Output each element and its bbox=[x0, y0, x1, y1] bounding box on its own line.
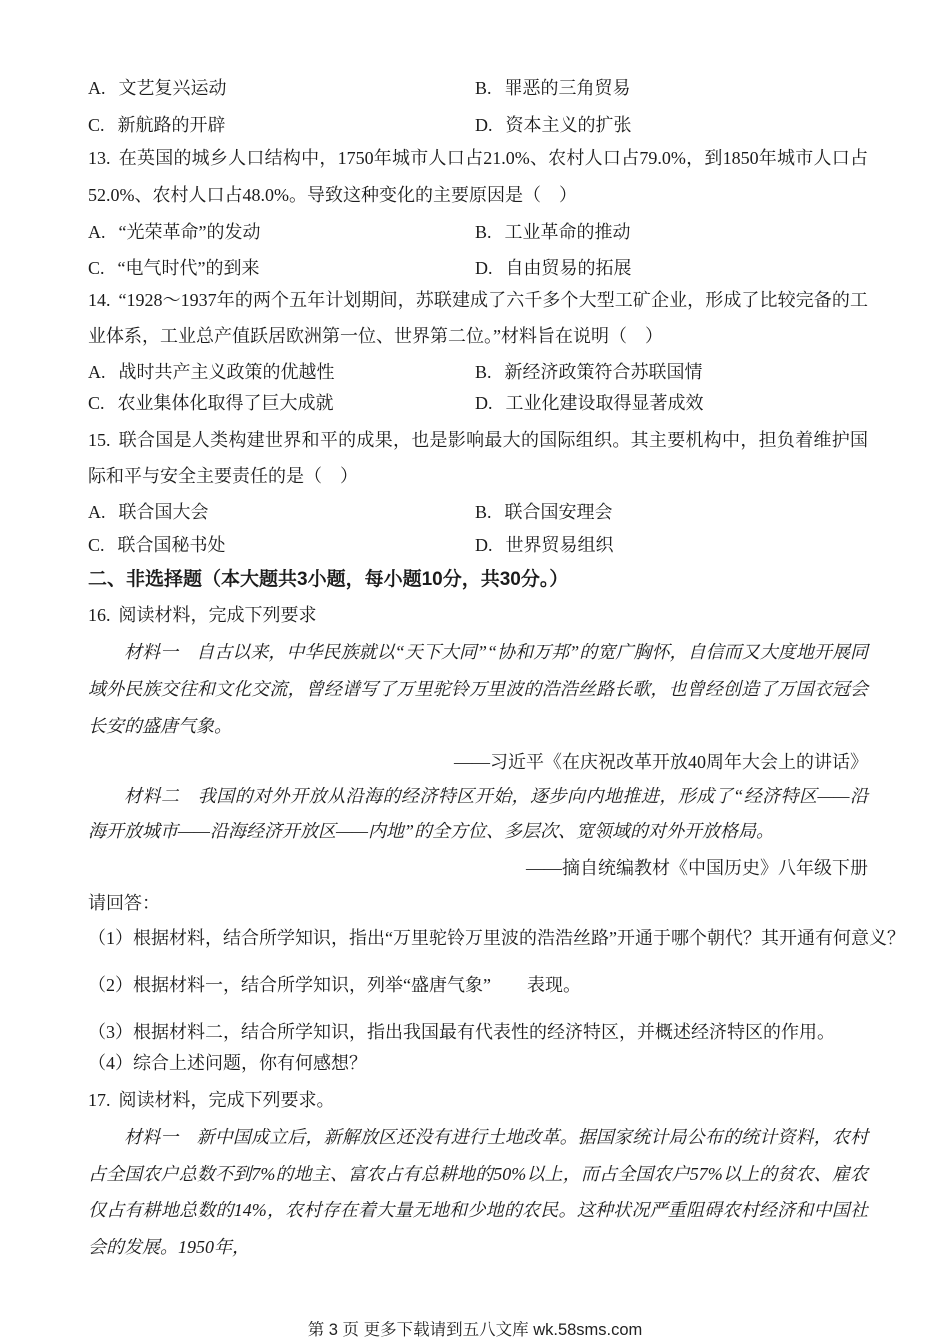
page-footer: 第 3 页 更多下载请到五八文库 wk.58sms.com bbox=[307, 1321, 643, 1339]
option-letter: B. bbox=[475, 362, 492, 382]
q16-citation-2: ——摘自统编教材《中国历史》八年级下册 bbox=[526, 858, 868, 878]
option-text: 新航路的开辟 bbox=[117, 115, 226, 135]
option-text: 农业集体化取得了巨大成就 bbox=[117, 393, 334, 413]
q13-options-row-cd bbox=[88, 250, 868, 286]
question-number: 17. bbox=[88, 1090, 111, 1110]
q15-option-a bbox=[88, 502, 209, 522]
option-letter: D. bbox=[475, 258, 493, 278]
q16-sub-question-1: （1）根据材料，结合所学知识，指出“万里驼铃万里波的浩浩丝路”开通于哪个朝代？其开通有何意义？ bbox=[88, 928, 905, 948]
q12-option-a bbox=[88, 78, 227, 98]
q17-material-1: 材料一 新中国成立后，新解放区还没有进行土地改革。据国家统计局公布的统计资料，农村占全国农户总数不到7%的地主、富农占有总耕地的50%以上，而占全国农户57%以上的贫农、雇农仅占有耕地总数的14%，农村存在着大量无地和少地的农民。这种状况严重阻碍农村经济和中国社会的发展。1950年， bbox=[88, 1127, 868, 1257]
option-letter: B. bbox=[475, 502, 492, 522]
q15-option-b bbox=[475, 494, 613, 530]
option-text: 世界贸易组织 bbox=[505, 535, 614, 555]
q12-option-c bbox=[88, 115, 226, 135]
question-stem-text: 联合国是人类构建世界和平的成果，也是影响最大的国际组织。其主要机构中，担负着维护国际和平与安全主要责任的是（ ） bbox=[88, 430, 868, 486]
q16-citation-1: ——习近平《在庆祝改革开放40周年大会上的讲话》 bbox=[454, 752, 868, 772]
option-text: 联合国秘书处 bbox=[117, 535, 226, 555]
question-stem-text: “1928～1937年的两个五年计划期间，苏联建成了六千多个大型工矿企业，形成了比较完备的工业体系，工业总产值跃居欧洲第一位、世界第二位。”材料旨在说明（ ） bbox=[88, 290, 868, 346]
option-text: “光荣革命”的发动 bbox=[118, 222, 261, 242]
question-17-lead bbox=[88, 1082, 868, 1118]
option-text: 工业革命的推动 bbox=[504, 222, 631, 242]
q12-options-row-ab bbox=[88, 70, 868, 106]
q15-options-row-cd bbox=[88, 527, 868, 563]
option-letter: D. bbox=[475, 535, 493, 555]
q16-answer-prompt: 请回答： bbox=[88, 893, 160, 913]
section-2-header: 二、非选择题（本大题共3小题，每小题10分，共30分。） bbox=[88, 569, 569, 590]
q15-options-row-ab bbox=[88, 494, 868, 530]
option-text: 联合国大会 bbox=[118, 502, 209, 522]
question-15-stem bbox=[88, 422, 868, 494]
q16-sub-question-2: （2）根据材料一，结合所学知识，列举“盛唐气象” 表现。 bbox=[88, 975, 581, 995]
option-text: 资本主义的扩张 bbox=[505, 115, 632, 135]
question-number: 13. bbox=[88, 148, 111, 168]
option-letter: B. bbox=[475, 222, 492, 242]
option-letter: A. bbox=[88, 362, 106, 382]
q16-sub-question-3: （3）根据材料二，结合所学知识，指出我国最有代表性的经济特区，并概述经济特区的作用。 bbox=[88, 1022, 835, 1042]
option-letter: B. bbox=[475, 78, 492, 98]
option-letter: C. bbox=[88, 535, 105, 555]
option-letter: A. bbox=[88, 502, 106, 522]
q14-option-d bbox=[475, 385, 704, 421]
option-text: 战时共产主义政策的优越性 bbox=[118, 362, 335, 382]
question-lead-text: 阅读材料，完成下列要求。 bbox=[118, 1090, 335, 1110]
option-text: 新经济政策符合苏联国情 bbox=[504, 362, 703, 382]
q14-option-a bbox=[88, 362, 335, 382]
q14-options-row-cd bbox=[88, 385, 868, 421]
q13-option-c bbox=[88, 258, 260, 278]
q16-material-1: 材料一 自古以来，中华民族就以“天下大同”“协和万邦”的宽广胸怀，自信而又大度地开展同域外民族交往和文化交流，曾经谱写了万里驼铃万里波的浩浩丝路长歌，也曾经创造了万国衣冠会长安的盛唐气象。 bbox=[88, 642, 868, 736]
q13-option-b bbox=[475, 214, 631, 250]
option-letter: D. bbox=[475, 115, 493, 135]
option-text: 联合国安理会 bbox=[504, 502, 613, 522]
question-number: 15. bbox=[88, 430, 111, 450]
option-text: 罪恶的三角贸易 bbox=[504, 78, 631, 98]
option-letter: A. bbox=[88, 222, 106, 242]
question-16-lead bbox=[88, 597, 868, 633]
q12-options-row-cd bbox=[88, 107, 868, 143]
option-letter: C. bbox=[88, 115, 105, 135]
question-number: 16. bbox=[88, 605, 111, 625]
question-14-stem bbox=[88, 282, 868, 354]
option-text: 文艺复兴运动 bbox=[118, 78, 227, 98]
q13-options-row-ab bbox=[88, 214, 868, 250]
option-letter: C. bbox=[88, 393, 105, 413]
option-text: “电气时代”的到来 bbox=[117, 258, 260, 278]
question-13-stem bbox=[88, 140, 868, 214]
q16-sub-question-4: （4）综合上述问题，你有何感想？ bbox=[88, 1053, 367, 1073]
q13-option-a bbox=[88, 222, 260, 242]
option-letter: A. bbox=[88, 78, 106, 98]
option-letter: D. bbox=[475, 393, 493, 413]
q12-option-d bbox=[475, 107, 632, 143]
q12-option-b bbox=[475, 70, 631, 106]
q14-option-c bbox=[88, 393, 334, 413]
q15-option-c bbox=[88, 535, 226, 555]
q13-option-d bbox=[475, 250, 632, 286]
option-letter: C. bbox=[88, 258, 105, 278]
question-stem-text: 在英国的城乡人口结构中，1750年城市人口占21.0%、农村人口占79.0%，到1850年城市人口占52.0%、农村人口占48.0%。导致这种变化的主要原因是（ ） bbox=[88, 148, 868, 205]
question-lead-text: 阅读材料，完成下列要求 bbox=[118, 605, 317, 625]
option-text: 自由贸易的拓展 bbox=[505, 258, 632, 278]
option-text: 工业化建设取得显著成效 bbox=[505, 393, 704, 413]
q15-option-d bbox=[475, 527, 614, 563]
question-number: 14. bbox=[88, 290, 111, 310]
q16-material-2: 材料二 我国的对外开放从沿海的经济特区开始，逐步向内地推进，形成了“经济特区——沿海开放城市——沿海经济开放区——内地”的全方位、多层次、宽领域的对外开放格局。 bbox=[88, 786, 868, 841]
